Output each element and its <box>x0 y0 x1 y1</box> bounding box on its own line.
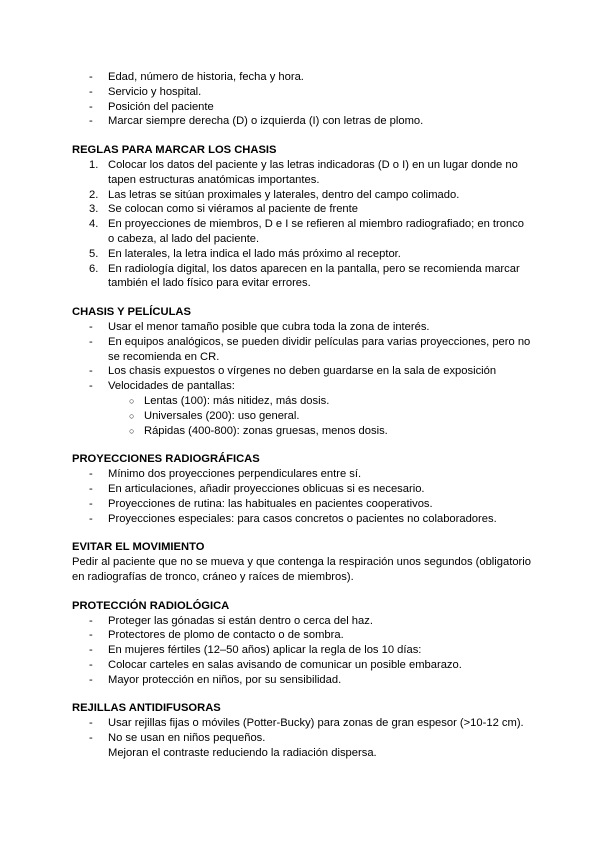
list-item: - Mínimo dos proyecciones perpendiculares entre sí. <box>89 468 362 481</box>
section-movimiento <box>72 540 532 584</box>
section-heading: REGLAS PARA MARCAR LOS CHASIS <box>72 144 277 157</box>
section-heading: CHASIS Y PELÍCULAS <box>72 306 191 319</box>
list-item: - Proyecciones especiales: para casos concretos o pacientes no colaboradores. <box>89 512 497 525</box>
section-heading: REJILLAS ANTIDIFUSORAS <box>72 702 221 715</box>
list-item: - Servicio y hospital. <box>89 85 202 98</box>
list-item: - Usar el menor tamaño posible que cubra toda la zona de interés. <box>89 320 430 333</box>
list-item: 1. Colocar los datos del paciente y las letras indicadoras (D o I) en un lugar donde no tapen estructuras anatómicas importantes. <box>89 158 518 186</box>
document-page <box>72 70 532 761</box>
section-proteccion <box>72 599 532 688</box>
proyecciones-list <box>72 467 532 526</box>
list-item: - Proyecciones de rutina: las habituales en pacientes cooperativos. <box>89 497 433 510</box>
list-item: 5. En laterales, la letra indica el lado más próximo al receptor. <box>89 247 401 260</box>
proteccion-list <box>72 614 532 688</box>
paragraph: Pedir al paciente que no se mueva y que contenga la respiración unos segundos (obligatorio en radiografías de tronco, cráneo y raíces de miembros). <box>72 556 531 583</box>
list-item: - Marcar siempre derecha (D) o izquierda (I) con letras de plomo. <box>89 115 424 128</box>
list-item: ○ Universales (200): uso general. <box>129 409 300 422</box>
list-item: - Mayor protección en niños, por su sensibilidad. <box>89 673 342 686</box>
list-item: 3. Se colocan como si viéramos al paciente de frente <box>89 203 358 216</box>
list-item: - Velocidades de pantallas: <box>89 380 235 393</box>
list-item: - En articulaciones, añadir proyecciones oblicuas si es necesario. <box>89 482 425 495</box>
dash-bullet: - <box>89 115 93 128</box>
circle-bullet-icon: ○ <box>129 395 135 406</box>
velocidades-sublist <box>72 394 532 438</box>
list-item: ○ Lentas (100): más nitidez, más dosis. <box>129 394 330 407</box>
list-item: - No se usan en niños pequeños. Mejoran el contraste reduciendo la radiación dispersa. <box>89 732 377 759</box>
list-item: - Colocar carteles en salas avisando de comunicar un posible embarazo. <box>89 658 462 671</box>
list-item: 2. Las letras se sitúan proximales y laterales, dentro del campo colimado. <box>89 188 460 201</box>
list-item: ○ Rápidas (400-800): zonas gruesas, menos dosis. <box>129 424 388 437</box>
list-item: - Los chasis expuestos o vírgenes no deben guardarse en la sala de exposición <box>89 365 497 378</box>
section-chasis <box>72 305 532 438</box>
list-item: - Posición del paciente <box>89 100 214 113</box>
section-proyecciones <box>72 452 532 526</box>
reglas-list <box>72 158 532 291</box>
list-item: 4. En proyecciones de miembros, D e I se refieren al miembro radiografiado; en tronco o cabeza, al lado del paciente. <box>89 218 525 245</box>
section-reglas <box>72 143 532 291</box>
section-rejillas <box>72 701 532 760</box>
section-heading: PROTECCIÓN RADIOLÓGICA <box>72 599 230 612</box>
list-item: - Protectores de plomo de contacto o de sombra. <box>89 629 344 642</box>
rejillas-list <box>72 716 532 760</box>
list-item: - Edad, número de historia, fecha y hora. <box>89 71 304 83</box>
list-item: - En equipos analógicos, se pueden dividir películas para varias proyecciones, pero no se recomienda en CR. <box>89 335 531 363</box>
intro-list <box>72 70 532 129</box>
section-heading: PROYECCIONES RADIOGRÁFICAS <box>72 453 260 466</box>
circle-bullet-icon: ○ <box>129 410 135 421</box>
list-item: 6. En radiología digital, los datos aparecen en la pantalla, pero se recomienda marcar también el lado físico para evitar errores. <box>89 262 520 290</box>
chasis-list <box>72 320 532 394</box>
rejillas-note: Mejoran el contraste reduciendo la radiación dispersa. <box>108 746 377 759</box>
list-item: - En mujeres fértiles (12–50 años) aplicar la regla de los 10 días: <box>89 644 422 657</box>
dash-bullet: - <box>89 100 93 113</box>
list-item: - Proteger las gónadas si están dentro o cerca del haz. <box>89 614 373 627</box>
list-item: - Usar rejillas fijas o móviles (Potter-Bucky) para zonas de gran espesor (>10-12 cm). <box>89 717 524 730</box>
dash-bullet: - <box>89 85 93 98</box>
section-heading: EVITAR EL MOVIMIENTO <box>72 541 205 554</box>
dash-bullet: - <box>89 71 93 83</box>
circle-bullet-icon: ○ <box>129 425 135 436</box>
